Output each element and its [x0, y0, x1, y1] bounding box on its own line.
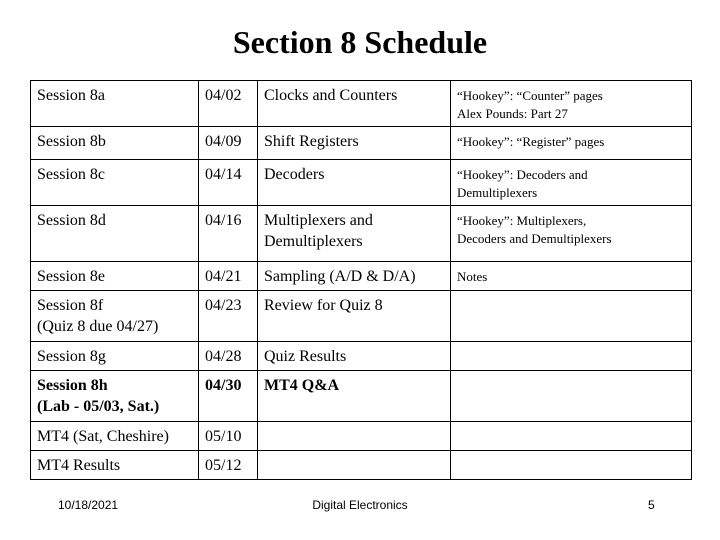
date-cell: 04/02 — [199, 81, 258, 127]
notes-cell — [451, 371, 692, 422]
table-row — [31, 291, 692, 342]
table-row — [31, 127, 692, 160]
session-cell — [31, 127, 199, 160]
session-line: MT4 Results — [37, 457, 121, 474]
topic-cell — [258, 342, 451, 371]
table-row — [31, 371, 692, 422]
topic-cell — [258, 81, 451, 127]
session-line: Session 8a — [37, 87, 105, 104]
topic-line: Decoders — [264, 166, 325, 183]
table-row — [31, 81, 692, 127]
session-line: MT4 (Sat, Cheshire) — [37, 428, 169, 445]
topic-cell — [258, 127, 451, 160]
topic-line: Demultiplexers — [264, 233, 363, 250]
session-cell — [31, 160, 199, 206]
topic-line: Review for Quiz 8 — [264, 297, 383, 314]
topic-cell — [258, 291, 451, 342]
topic-line: Clocks and Counters — [264, 87, 398, 104]
notes-cell — [451, 81, 692, 127]
session-cell — [31, 342, 199, 371]
notes-cell — [451, 160, 692, 206]
topic-cell — [258, 160, 451, 206]
session-line: Session 8e — [37, 268, 105, 285]
footer-course-name: Digital Electronics — [312, 498, 408, 512]
session-cell — [31, 262, 199, 291]
date-cell: 05/10 — [199, 422, 258, 451]
notes-cell — [451, 262, 692, 291]
footer-date: 10/18/2021 — [58, 498, 119, 512]
notes-line: Demultiplexers — [457, 185, 538, 200]
session-cell — [31, 206, 199, 262]
topic-cell — [258, 422, 451, 451]
topic-line: Sampling (A/D & D/A) — [264, 268, 416, 285]
session-line: Session 8c — [37, 166, 105, 183]
session-cell — [31, 422, 199, 451]
topic-cell — [258, 451, 451, 480]
page-title: Section 8 Schedule — [232, 24, 488, 60]
date-cell: 04/09 — [199, 127, 258, 160]
notes-line: Alex Pounds: Part 27 — [457, 106, 568, 121]
session-cell — [31, 451, 199, 480]
footer-page-number: 5 — [648, 498, 655, 512]
table-row — [31, 422, 692, 451]
notes-line: “Hookey”: Multiplexers, — [457, 213, 587, 228]
session-line: (Lab - 05/03, Sat.) — [37, 398, 160, 415]
date-cell: 04/14 — [199, 160, 258, 206]
notes-cell — [451, 342, 692, 371]
notes-cell — [451, 291, 692, 342]
schedule-table — [30, 80, 692, 480]
session-line: Session 8f — [37, 297, 104, 314]
table-row — [31, 262, 692, 291]
session-cell — [31, 371, 199, 422]
date-cell: 04/28 — [199, 342, 258, 371]
topic-line: MT4 Q&A — [264, 377, 340, 394]
session-line: Session 8b — [37, 133, 106, 150]
table-row — [31, 451, 692, 480]
notes-line: Notes — [457, 269, 488, 284]
topic-line: Shift Registers — [264, 133, 359, 150]
notes-line: Decoders and Demultiplexers — [457, 231, 612, 246]
notes-line: “Hookey”: Decoders and — [457, 167, 588, 182]
session-cell — [31, 81, 199, 127]
session-line: (Quiz 8 due 04/27) — [37, 318, 159, 335]
table-row — [31, 160, 692, 206]
session-cell — [31, 291, 199, 342]
table-row — [31, 206, 692, 262]
date-cell: 04/30 — [199, 371, 258, 422]
topic-line: Quiz Results — [264, 348, 347, 365]
notes-cell — [451, 206, 692, 262]
topic-cell — [258, 262, 451, 291]
notes-cell — [451, 422, 692, 451]
notes-line: “Hookey”: “Counter” pages — [457, 88, 603, 103]
date-cell: 04/16 — [199, 206, 258, 262]
topic-cell — [258, 371, 451, 422]
session-line: Session 8h — [37, 377, 108, 394]
notes-cell — [451, 451, 692, 480]
topic-cell — [258, 206, 451, 262]
topic-line: Multiplexers and — [264, 212, 373, 229]
table-row — [31, 342, 692, 371]
date-cell: 04/23 — [199, 291, 258, 342]
session-line: Session 8g — [37, 348, 106, 365]
session-line: Session 8d — [37, 212, 106, 229]
date-cell: 05/12 — [199, 451, 258, 480]
date-cell: 04/21 — [199, 262, 258, 291]
notes-line: “Hookey”: “Register” pages — [457, 134, 605, 149]
notes-cell — [451, 127, 692, 160]
